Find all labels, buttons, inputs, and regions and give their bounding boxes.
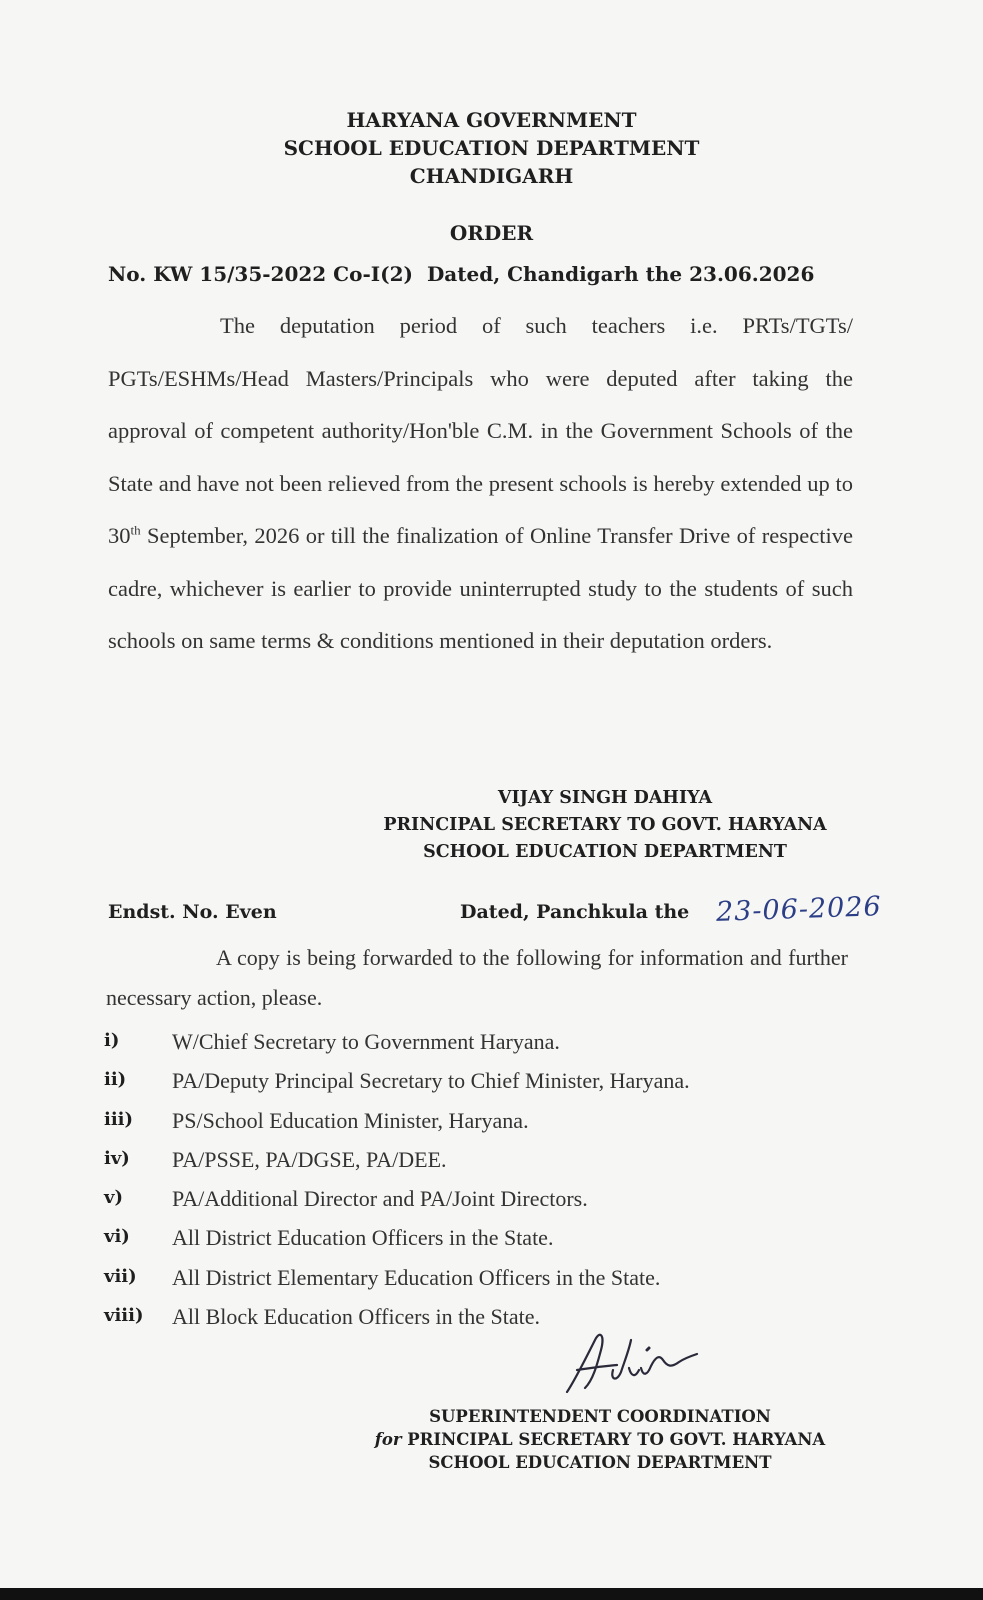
signatory-name: VIJAY SINGH DAHIYA <box>497 788 713 808</box>
list-item-number: v) <box>104 1187 123 1209</box>
list-item-number: viii) <box>104 1305 144 1327</box>
order-body-superscript: th <box>130 522 141 538</box>
list-item-number: iii) <box>104 1108 134 1130</box>
endorsement-handwritten-date: 23-06-2026 <box>715 891 883 928</box>
order-date: Dated, Chandigarh the 23.06.2026 <box>426 262 815 286</box>
signatory-designation: PRINCIPAL SECRETARY TO GOVT. HARYANA <box>383 815 827 835</box>
header-department: SCHOOL EDUCATION DEPARTMENT <box>283 136 700 160</box>
list-item <box>104 1187 864 1226</box>
copy-forward-body: A copy is being forwarded to the following for information and further necessary action, please. <box>106 945 848 1010</box>
footer-title: SUPERINTENDENT COORDINATION <box>429 1407 771 1426</box>
list-item <box>104 1069 864 1108</box>
header-government: HARYANA GOVERNMENT <box>346 108 637 132</box>
list-item <box>104 1266 864 1305</box>
list-item-number: iv) <box>104 1147 130 1169</box>
footer-designation <box>340 1428 860 1451</box>
list-item-text: All District Education Officers in the State. <box>172 1225 554 1251</box>
bottom-bar <box>0 1588 983 1600</box>
footer-for: for <box>374 1430 402 1449</box>
recipient-list <box>104 1030 864 1344</box>
list-item <box>104 1305 864 1344</box>
handwritten-signature <box>555 1310 715 1405</box>
footer-department: SCHOOL EDUCATION DEPARTMENT <box>428 1453 772 1472</box>
list-item-text: W/Chief Secretary to Government Haryana. <box>172 1029 560 1054</box>
list-item <box>104 1148 864 1187</box>
list-item-number: vi) <box>104 1226 130 1248</box>
header-city: CHANDIGARH <box>409 164 574 188</box>
list-item <box>104 1226 864 1265</box>
endorsement-number: Endst. No. Even <box>108 901 277 923</box>
footer-designation-text: PRINCIPAL SECRETARY TO GOVT. HARYANA <box>401 1430 826 1449</box>
order-body-part1: The deputation period of such teachers i.e. PRTs/TGTs/ PGTs/ESHMs/Head Masters/Principals who were deputed after taking the approval of competent authority/Hon'ble C.M. in the Government Schools of the State and have not been relieved from the present schools is hereby extended up to 30 <box>108 313 853 548</box>
list-item-text: PA/Additional Director and PA/Joint Directors. <box>172 1186 588 1212</box>
list-item-text: PA/PSSE, PA/DGSE, PA/DEE. <box>172 1146 447 1172</box>
signatory-department: SCHOOL EDUCATION DEPARTMENT <box>423 842 787 862</box>
list-item-number: vii) <box>104 1265 137 1287</box>
list-item-number: i) <box>104 1030 120 1051</box>
list-item <box>104 1109 864 1148</box>
list-item-text: PS/School Education Minister, Haryana. <box>172 1107 529 1133</box>
list-item-number: ii) <box>104 1069 127 1091</box>
endorsement-date-label: Dated, Panchkula the <box>460 901 690 923</box>
list-item <box>104 1030 864 1069</box>
order-number: No. KW 15/35-2022 Co-I(2) <box>108 262 413 286</box>
order-body-part2: September, 2026 or till the finalization of Online Transfer Drive of respective cadre, whichever is earlier to provide uninterrupted study to the students of such schools on same terms & conditions mentioned in their deputation orders. <box>108 523 853 653</box>
list-item-text: All Block Education Officers in the State. <box>172 1304 541 1330</box>
list-item-text: All District Elementary Education Officers in the State. <box>172 1264 661 1290</box>
order-title: ORDER <box>449 221 534 245</box>
order-number-line <box>108 262 814 286</box>
list-item-text: PA/Deputy Principal Secretary to Chief Minister, Haryana. <box>172 1068 690 1094</box>
order-body <box>108 300 853 668</box>
copy-forward-text <box>106 938 848 1018</box>
